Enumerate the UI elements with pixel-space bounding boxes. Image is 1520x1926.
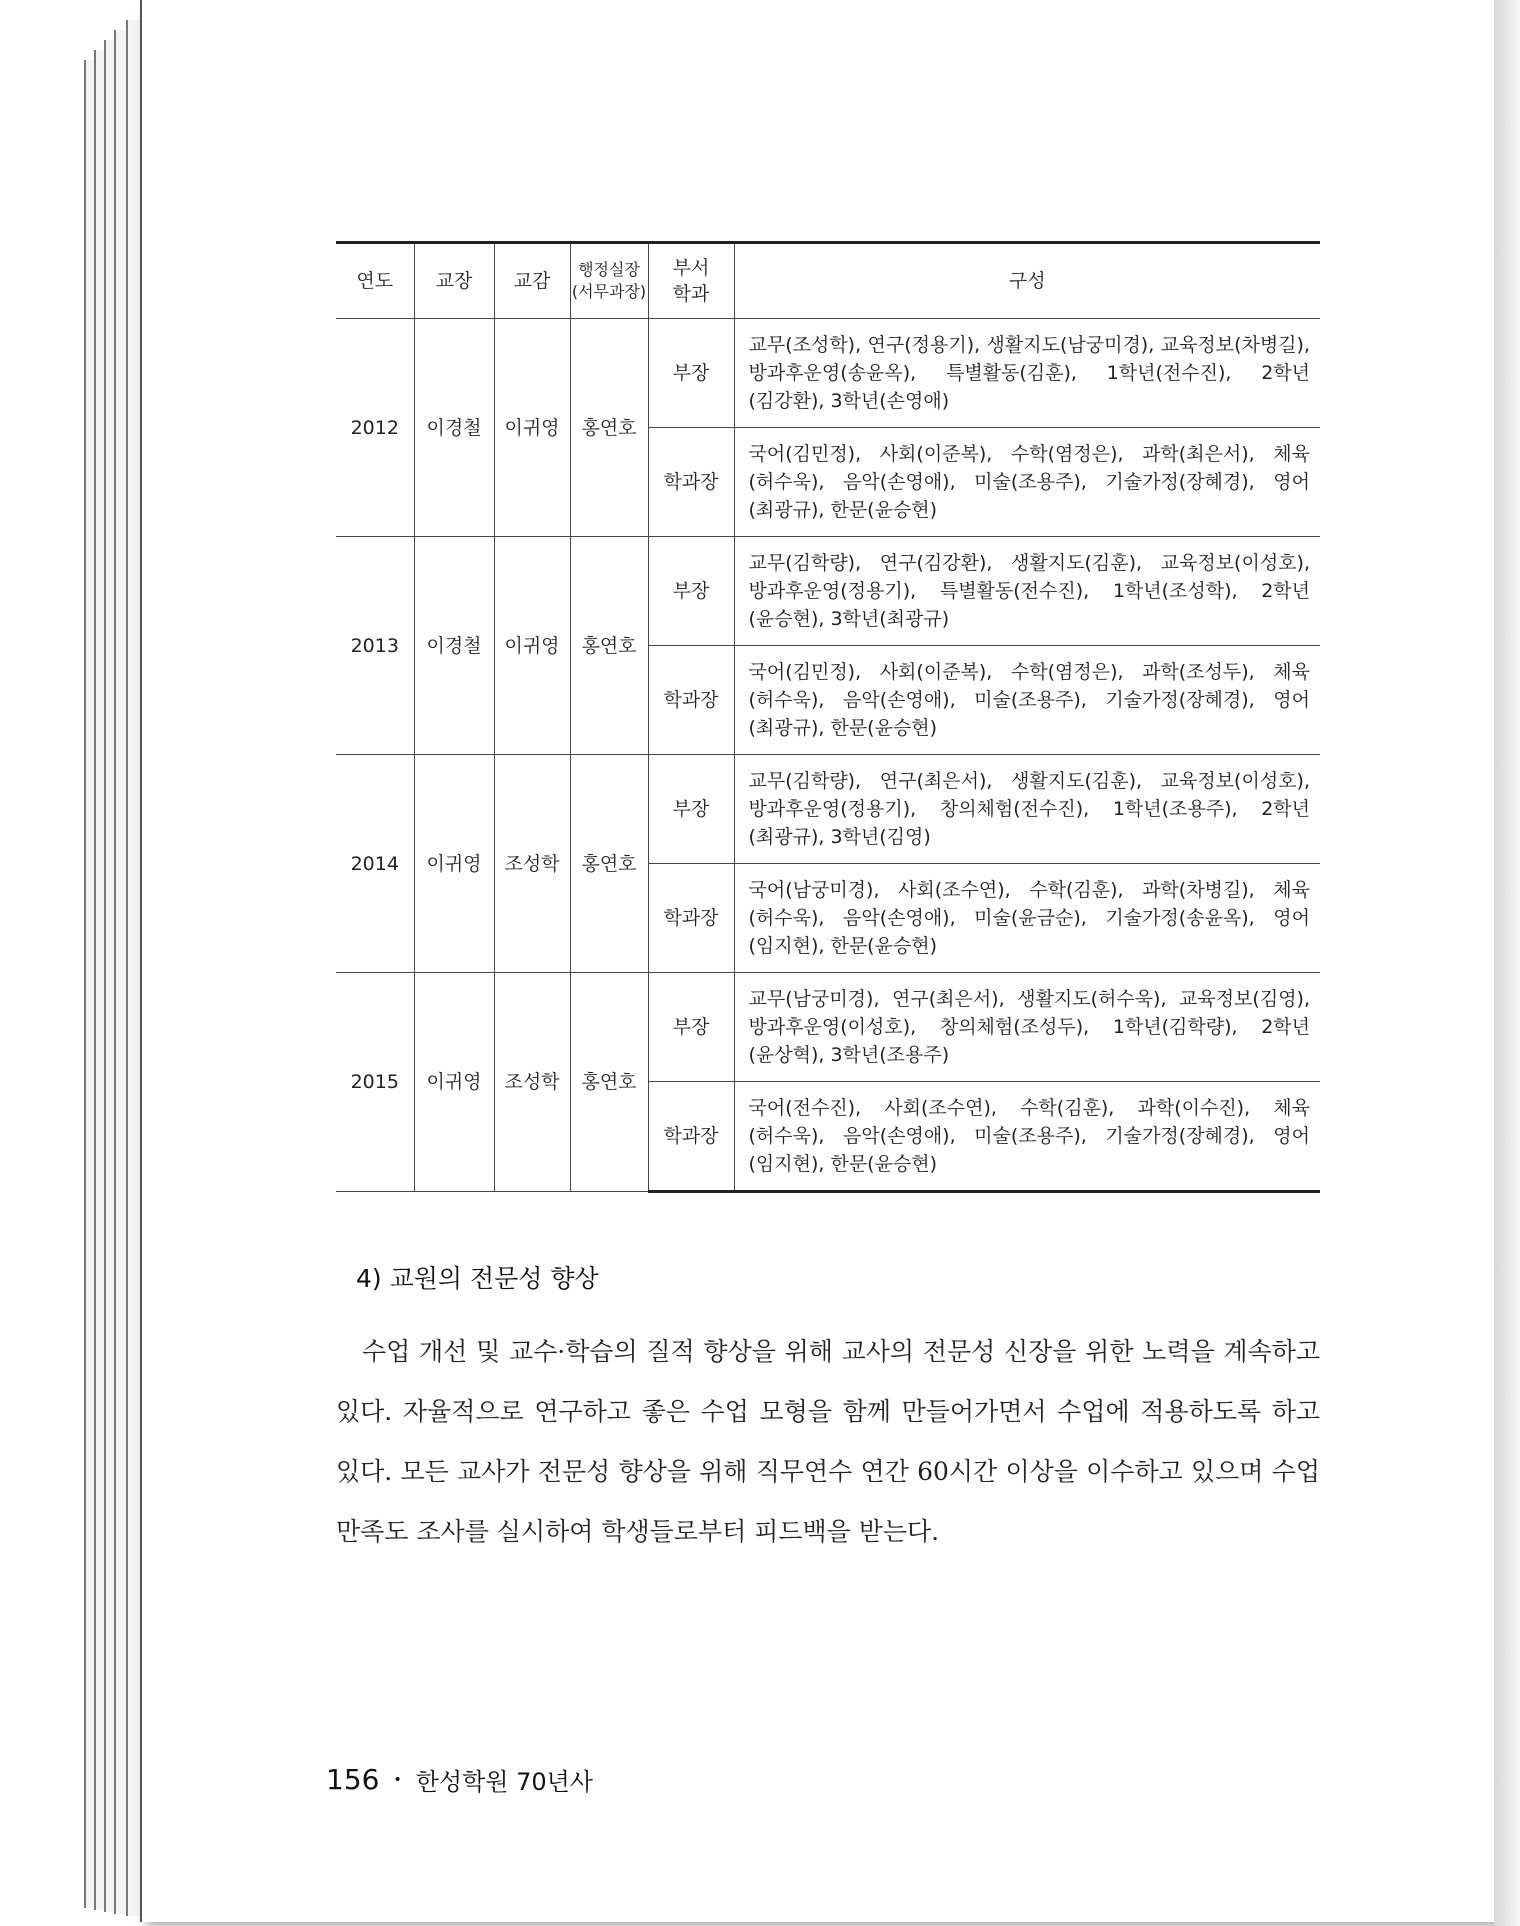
table-row [336,319,1320,428]
staff-roster-table [336,241,1320,1193]
header-department [648,243,734,319]
cell-vice-principal: 이귀영 [494,319,570,537]
cell-department: 학과장 [648,864,734,973]
page-number: 156 [326,1763,380,1796]
cell-principal: 이경철 [414,319,494,537]
table-row [336,973,1320,1082]
cell-composition: 국어(김민정), 사회(이준복), 수학(염정은), 과학(조성두), 체육(허수욱), 음악(손영애), 미술(조용주), 기술가정(장혜경), 영어(최광규), 한문(윤승현) [734,646,1320,755]
cell-composition: 국어(남궁미경), 사회(조수연), 수학(김훈), 과학(차병길), 체육(허수욱), 음악(손영애), 미술(윤금순), 기술가정(송윤옥), 영어(임지현), 한문(윤승현) [734,864,1320,973]
cell-composition: 국어(전수진), 사회(조수연), 수학(김훈), 과학(이수진), 체육(허수욱), 음악(손영애), 미술(조용주), 기술가정(장혜경), 영어(임지현), 한문(윤승현) [734,1082,1320,1192]
cell-admin-chief: 홍연호 [570,973,648,1192]
header-composition: 구성 [734,243,1320,319]
page-shadow [1494,0,1520,1926]
cell-composition: 교무(김학량), 연구(최은서), 생활지도(김훈), 교육정보(이성호), 방과후운영(정용기), 창의체험(전수진), 1학년(조용주), 2학년(최광규), 3학년(김영) [734,755,1320,864]
cell-department: 학과장 [648,1082,734,1192]
cell-principal: 이귀영 [414,973,494,1192]
cell-year: 2012 [336,319,414,537]
header-admin-line1: 행정실장 [578,260,640,279]
cell-department: 학과장 [648,428,734,537]
cell-vice-principal: 조성학 [494,755,570,973]
cell-admin-chief: 홍연호 [570,319,648,537]
book-title: 한성학원 70년사 [415,1768,593,1796]
cell-department: 부장 [648,319,734,428]
cell-department: 부장 [648,755,734,864]
cell-year: 2013 [336,537,414,755]
cell-year: 2014 [336,755,414,973]
cell-principal: 이귀영 [414,755,494,973]
cell-vice-principal: 이귀영 [494,537,570,755]
cell-vice-principal: 조성학 [494,973,570,1192]
section-body-paragraph: 수업 개선 및 교수·학습의 질적 향상을 위해 교사의 전문성 신장을 위한 노력을 계속하고 있다. 자율적으로 연구하고 좋은 수업 모형을 함께 만들어가면서 수업에 적용하도록 하고 있다. 모든 교사가 전문성 향상을 위해 직무연수 연간 60시간 이상을 이수하고 있으며 수업 만족도 조사를 실시하여 학생들로부터 피드백을 받는다. [336,1337,1320,1546]
header-vice-principal: 교감 [494,243,570,319]
section-heading: 4) 교원의 전문성 향상 [356,1264,599,1293]
cell-composition: 교무(조성학), 연구(정용기), 생활지도(남궁미경), 교육정보(차병길), 방과후운영(송윤옥), 특별활동(김훈), 1학년(전수진), 2학년(김강환), 3학년(손영애) [734,319,1320,428]
cell-year: 2015 [336,973,414,1192]
table-header-row [336,243,1320,319]
cell-admin-chief: 홍연호 [570,537,648,755]
header-dept-line2: 학과 [672,283,710,305]
cell-composition: 교무(남궁미경), 연구(최은서), 생활지도(허수욱), 교육정보(김영), 방과후운영(이성호), 창의체험(조성두), 1학년(김학량), 2학년(윤상혁), 3학년(조용주) [734,973,1320,1082]
book-page-edges [84,20,148,1918]
header-principal: 교장 [414,243,494,319]
header-admin-chief [570,243,648,319]
cell-department: 부장 [648,973,734,1082]
cell-composition: 교무(김학량), 연구(김강환), 생활지도(김훈), 교육정보(이성호), 방과후운영(정용기), 특별활동(전수진), 1학년(조성학), 2학년(윤승현), 3학년(최광규) [734,537,1320,646]
cell-composition: 국어(김민정), 사회(이준복), 수학(염정은), 과학(최은서), 체육(허수욱), 음악(손영애), 미술(조용주), 기술가정(장혜경), 영어(최광규), 한문(윤승현) [734,428,1320,537]
cell-admin-chief: 홍연호 [570,755,648,973]
table-row [336,755,1320,864]
header-dept-line1: 부서 [672,257,710,279]
page-footer [326,1762,593,1797]
header-admin-line2: (서무과장) [571,282,647,301]
cell-principal: 이경철 [414,537,494,755]
table-row [336,537,1320,646]
cell-department: 학과장 [648,646,734,755]
cell-department: 부장 [648,537,734,646]
header-year: 연도 [336,243,414,319]
footer-bullet: • [393,1771,402,1788]
